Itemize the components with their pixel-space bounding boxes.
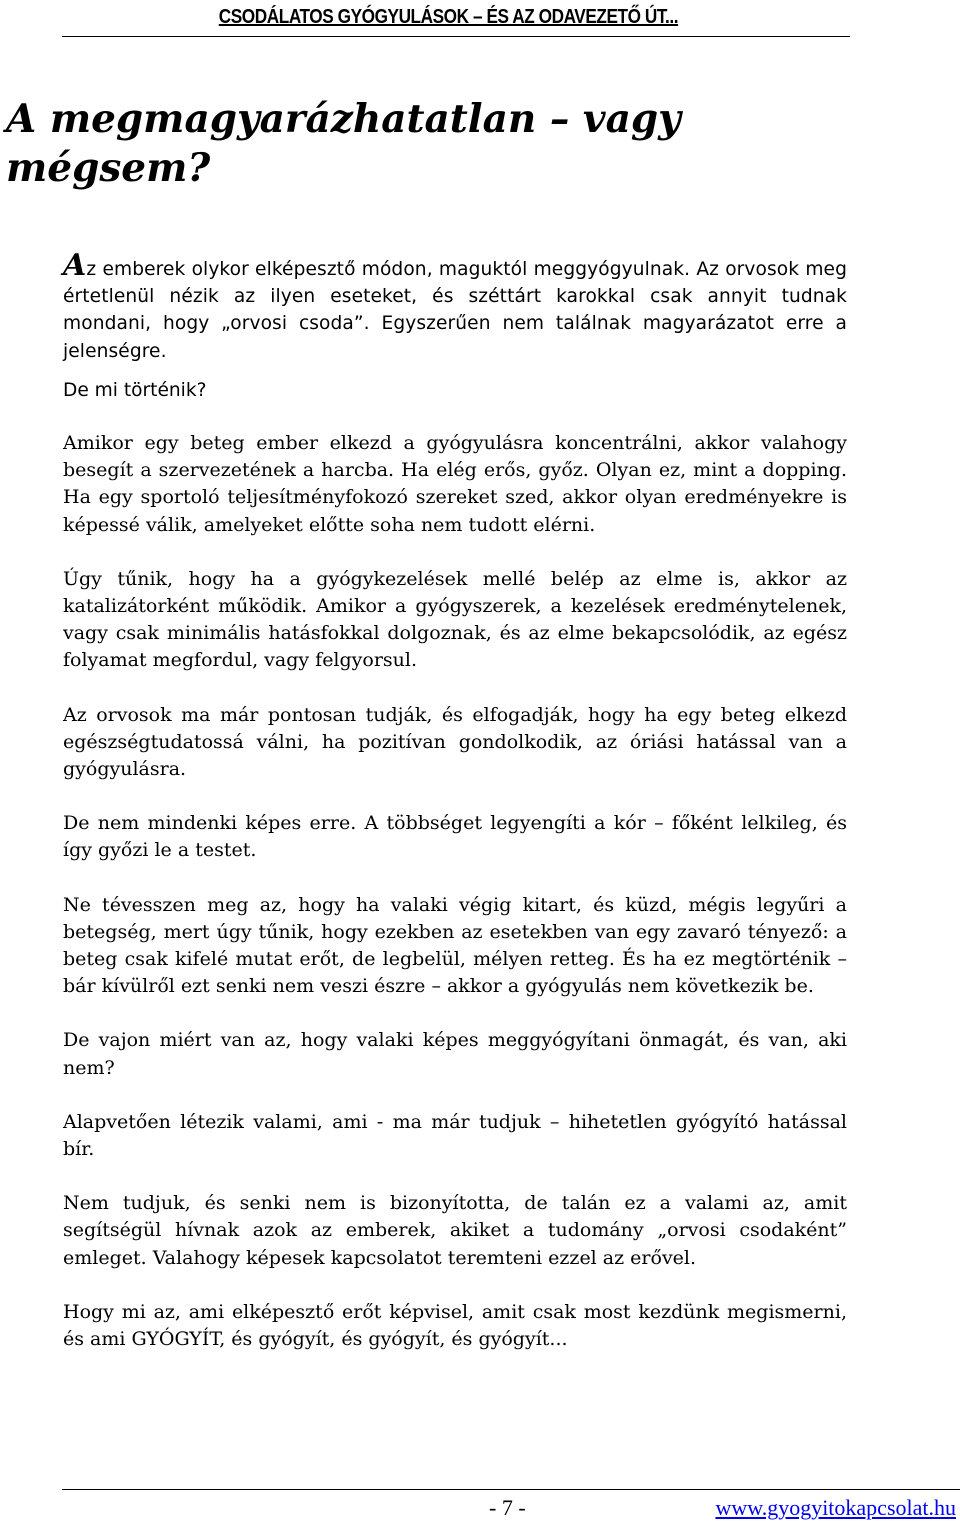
paragraph: De vajon miért van az, hogy valaki képes meggyógyítani önmagát, és van, aki nem?: [63, 1029, 847, 1079]
page-footer: [62, 1489, 960, 1522]
paragraph: Ne tévesszen meg az, hogy ha valaki végig kitart, és küzd, mégis legyűri a betegség, mert úgy tűnik, hogy ezekben az esetekben van egy zavaró tényező: a beteg csak kifelé mutat erőt, de legbelül, mélyen retteg. És ha ez megtörténik – bár kívülről ezt senki nem veszi észre – akkor a gyógyulás nem következik be.: [63, 893, 847, 998]
running-header-title: CSODÁLATOS GYÓGYULÁSOK – ÉS AZ ODAVEZETŐ ÚT...: [218, 6, 678, 28]
article-body: [63, 248, 847, 1353]
paragraph: Nem tudjuk, és senki nem is bizonyította, de talán ez a valami az, amit segítségül hívnak azok az emberek, akiket a tudomány „orvosi csodaként” emleget. Valahogy képesek kapcsolatot teremteni ezzel az erővel.: [63, 1192, 847, 1269]
paragraph: Alapvetően létezik valami, ami - ma már tudjuk – hihetetlen gyógyító hatással bír.: [63, 1110, 847, 1161]
article-title: A megmagyarázhatatlan – vagy mégsem?: [6, 96, 681, 191]
paragraph: Úgy tűnik, hogy ha a gyógykezelések mellé belép az elme is, akkor az katalizátorként működik. Amikor a gyógyszerek, a kezelések eredménytelenek, vagy csak minimális hatásfokkal dolgoznak, és az elme bekapcsolódik, az egész folyamat megfordul, vagy felgyorsul.: [63, 567, 847, 672]
paragraph-intro-text: z emberek olykor elképesztő módon, maguktól meggyógyulnak. Az orvosok meg értetlenül nézik az ilyen eseteket, és széttárt karokkal csak annyit tudnak mondani, hogy „orvosi csoda”. Egyszerűen nem találnak magyarázatot erre a jelenségre.: [63, 259, 847, 362]
page-header: [62, 4, 850, 37]
paragraph: De nem mindenki képes erre. A többséget legyengíti a kór – főként lelkileg, és így győzi le a testet.: [63, 812, 847, 862]
paragraph: Amikor egy beteg ember elkezd a gyógyulásra koncentrálni, akkor valahogy besegít a szervezetének a harcba. Ha elég erős, győz. Olyan ez, mint a dopping. Ha egy sportoló teljesítményfokozó szereket szed, akkor olyan eredményekre is képessé válik, amelyeket előtte soha nem tudott elérni.: [63, 432, 847, 536]
website-link[interactable]: www.gyogyitokapcsolat.hu: [715, 1495, 956, 1520]
paragraph: Az orvosok ma már pontosan tudják, és elfogadják, hogy ha egy beteg elkezd egészségtudatossá válni, ha pozitívan gondolkodik, az óriási hatással van a gyógyulásra.: [63, 703, 847, 781]
paragraph-intro: [63, 248, 847, 365]
page-number: - 7 -: [489, 1495, 526, 1520]
drop-cap-initial: A: [63, 248, 87, 283]
paragraph-question: De mi történik?: [63, 379, 207, 401]
paragraph: Hogy mi az, ami elképesztő erőt képvisel, amit csak most kezdünk megismerni, és ami GYÓGYÍT, és gyógyít, és gyógyít, és gyógyít...: [63, 1300, 847, 1351]
